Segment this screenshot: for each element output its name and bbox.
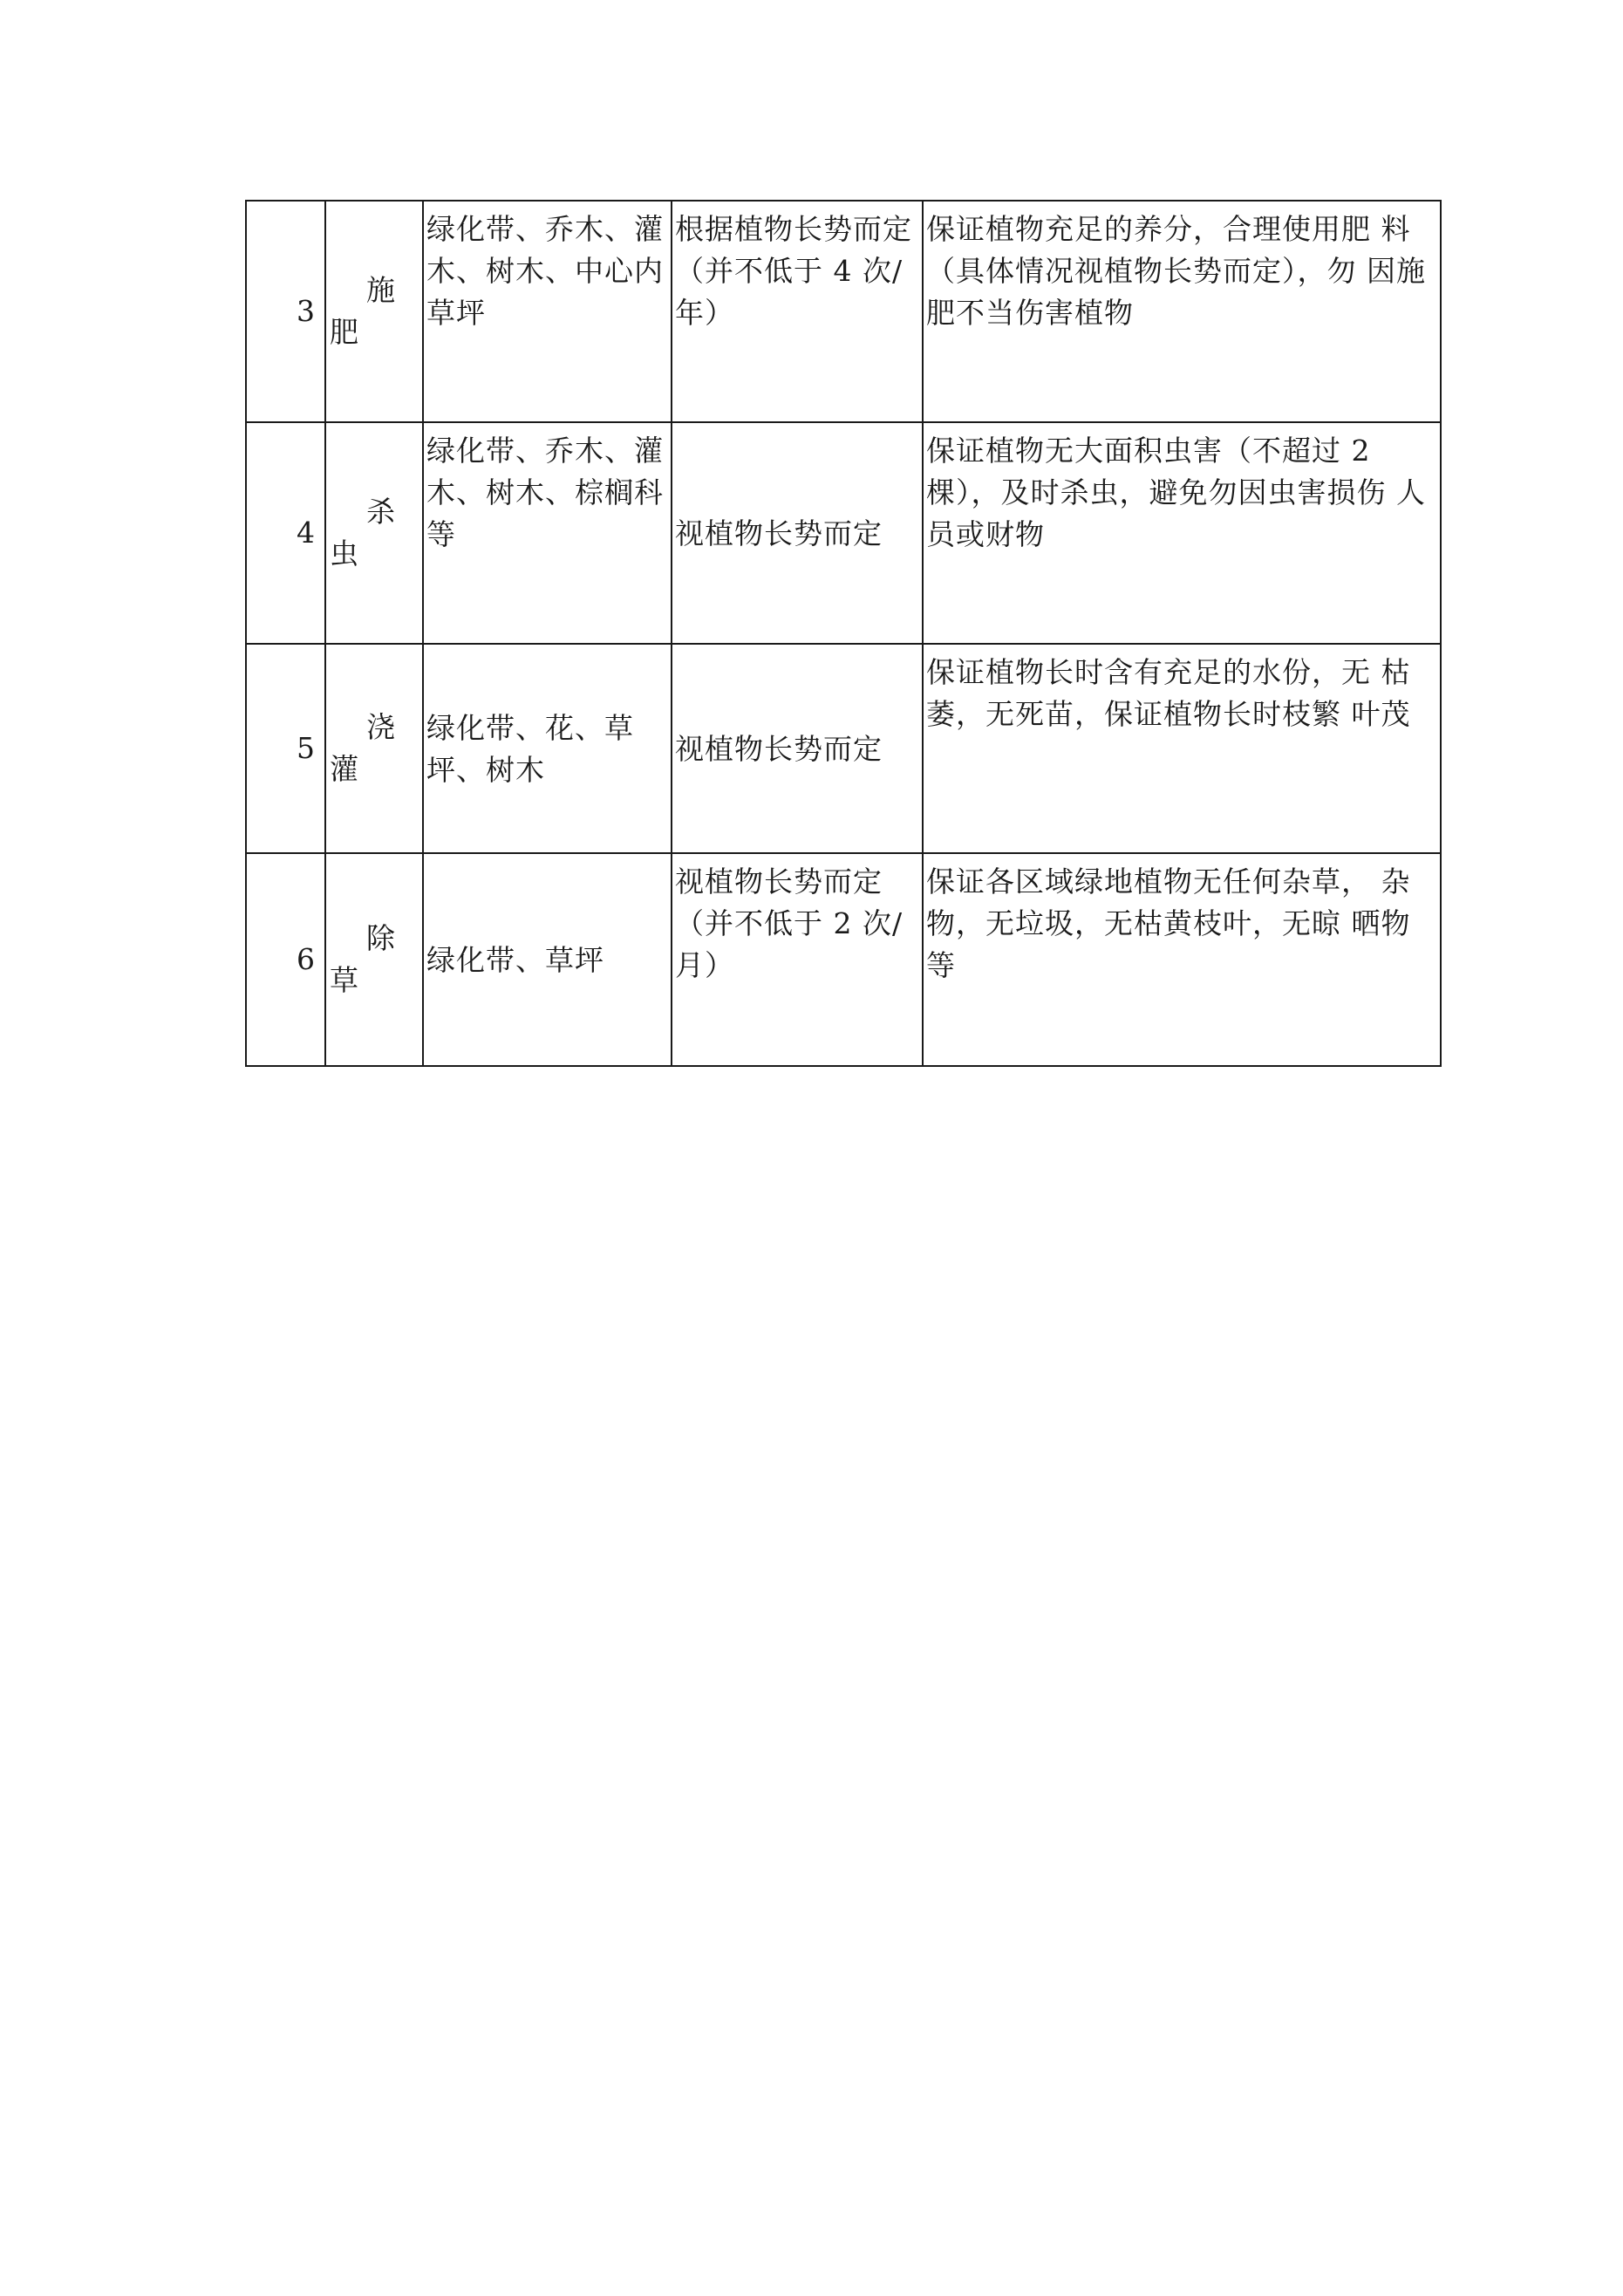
row-number: 5 [246,644,325,853]
task-name [325,644,423,853]
task-standard: 保证植物长时含有充足的水份，无 枯萎，无死苗，保证植物长时枝繁 叶茂 [923,644,1441,853]
task-area: 绿化带、花、草坪、树木 [423,644,672,853]
task-frequency: 根据植物长势而定（并不低于 4 次/年） [672,201,923,422]
task-name-second-char: 草 [330,963,359,997]
task-standard: 保证各区域绿地植物无任何杂草， 杂物，无垃圾，无枯黄枝叶，无晾 晒物等 [923,853,1441,1066]
task-standard: 保证植物充足的养分，合理使用肥 料（具体情况视植物长势而定），勿 因施肥不当伤害植物 [923,201,1441,422]
task-name [325,853,423,1066]
task-area: 绿化带、草坪 [423,853,672,1066]
task-name [325,201,423,422]
row-number: 4 [246,422,325,644]
task-name-second-char: 肥 [330,315,359,349]
table-row [246,853,1441,1066]
task-frequency: 视植物长势而定 [672,644,923,853]
task-name [325,422,423,644]
task-area: 绿化带、乔木、灌木、树木、中心内草坪 [423,201,672,422]
task-name-first-char: 杀 [366,495,396,529]
task-frequency: 视植物长势而定（并不低于 2 次/月） [672,853,923,1066]
greening-maintenance-table [245,200,1442,1067]
table-row [246,644,1441,853]
task-name-second-char: 灌 [330,752,359,786]
task-name-second-char: 虫 [330,536,359,571]
task-name-first-char: 除 [366,921,396,955]
row-number: 3 [246,201,325,422]
table-row [246,422,1441,644]
task-standard: 保证植物无大面积虫害（不超过 2 棵），及时杀虫，避免勿因虫害损伤 人员或财物 [923,422,1441,644]
row-number: 6 [246,853,325,1066]
task-name-first-char: 施 [366,273,396,307]
task-area: 绿化带、乔木、灌木、树木、棕榈科等 [423,422,672,644]
table-row [246,201,1441,422]
task-name-first-char: 浇 [366,710,396,744]
task-frequency: 视植物长势而定 [672,422,923,644]
